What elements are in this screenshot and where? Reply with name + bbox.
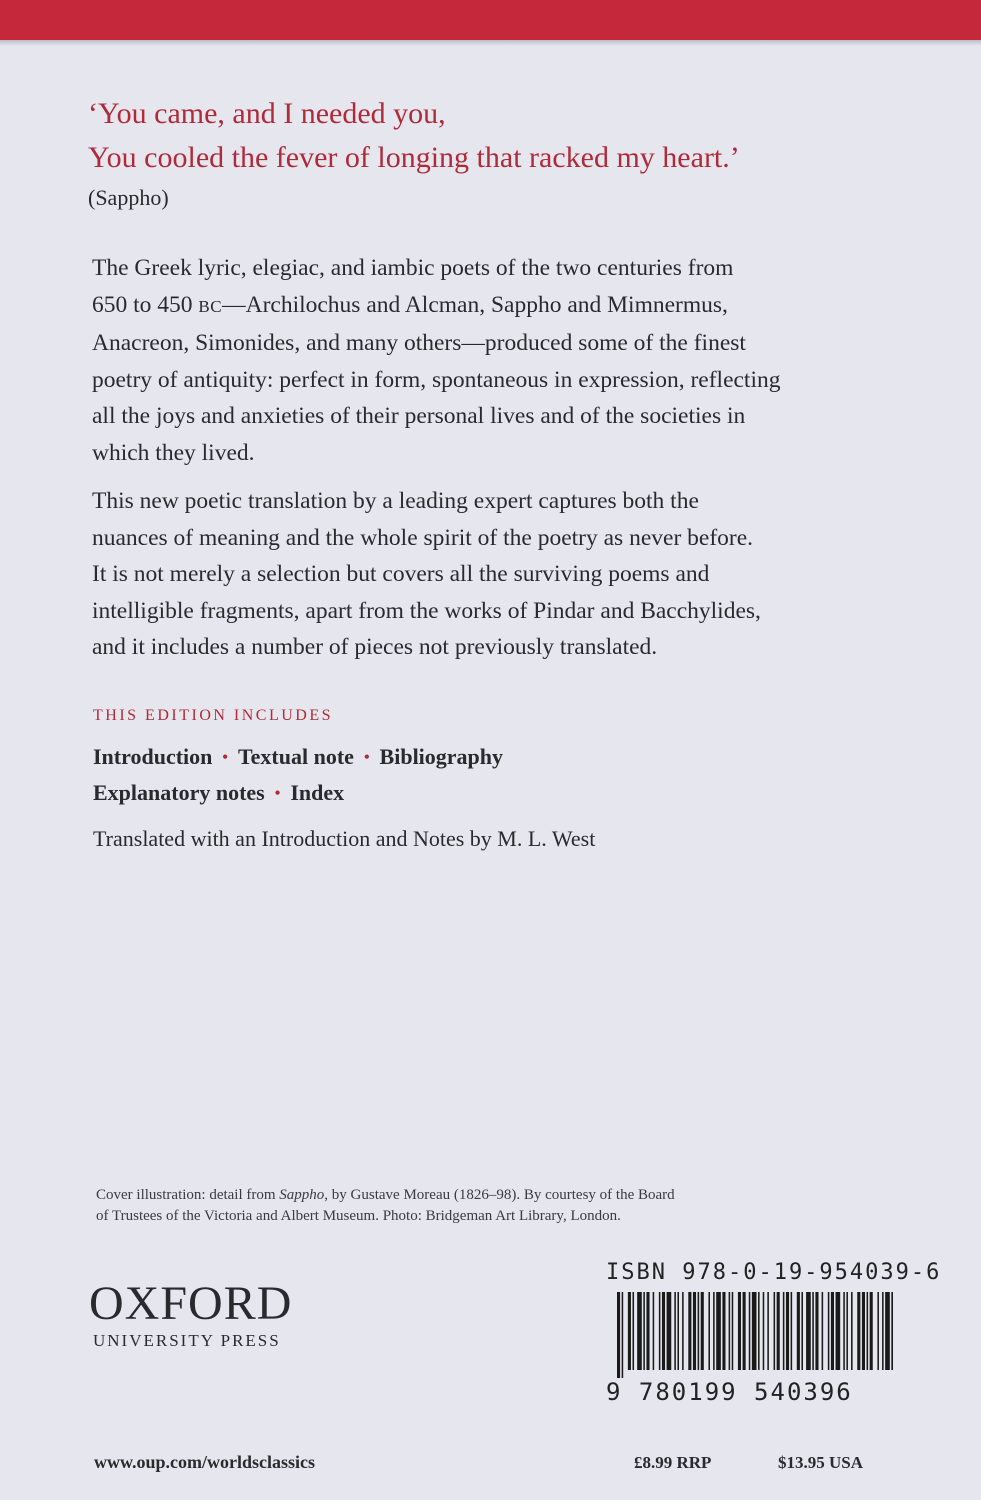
p1-line-5: all the joys and anxieties of their personal lives and of the societies in [92, 403, 746, 429]
barcode-bar [831, 1292, 834, 1370]
features-row-2 [93, 776, 503, 812]
p2-line-2: nuances of meaning and the whole spirit of the poetry as never before. [92, 524, 754, 551]
p2-line-5: and it includes a number of pieces not previously translated. [92, 634, 658, 660]
barcode-bar [846, 1292, 848, 1370]
barcode-bar [628, 1292, 631, 1370]
description-paragraph-1 [92, 250, 781, 471]
feature-bibliography: Bibliography [379, 744, 504, 769]
p2-line-3: It is not merely a selection but covers all the surviving poems and [92, 561, 710, 587]
quote-attribution: (Sappho) [88, 185, 169, 210]
p1-line-2 [92, 287, 781, 326]
credit-line-2: of Trustees of the Victoria and Albert Museum. Photo: Bridgeman Art Library, London. [96, 1208, 621, 1224]
barcode-bar [732, 1292, 734, 1370]
barcode-bar [682, 1292, 684, 1370]
barcode-bar [877, 1292, 879, 1370]
barcode-bar [812, 1292, 814, 1370]
barcode-bar [674, 1292, 676, 1370]
barcode-bar [870, 1292, 873, 1370]
p1-line-3: Anacreon, Simonides, and many others—produced some of the finest [92, 330, 746, 356]
price-uk: £8.99 RRP [634, 1453, 712, 1472]
barcode-bar [637, 1292, 642, 1370]
barcode-bar [786, 1292, 789, 1370]
barcode-bar [828, 1292, 830, 1370]
barcode-bar [891, 1292, 893, 1370]
barcode-bar [791, 1292, 793, 1370]
barcode-bar [701, 1292, 704, 1370]
price-us: $13.95 USA [778, 1453, 864, 1472]
barcode-bar [836, 1292, 841, 1370]
barcode-bar [815, 1292, 818, 1370]
barcode-bar [885, 1292, 890, 1370]
p1-line-1: The Greek lyric, elegiac, and iambic poets of the two centuries from [92, 255, 734, 281]
barcode-bar [688, 1292, 691, 1370]
bullet-dot: • [274, 785, 281, 802]
isbn-label: ISBN 978-0-19-954039-6 [606, 1260, 942, 1285]
barcode-bar [667, 1292, 672, 1370]
barcode-bar [767, 1292, 769, 1370]
barcode-bar [708, 1292, 710, 1370]
cover-illustration-credit [96, 1185, 675, 1227]
p1-line-2-end: —Archilochus and Alcman, Sappho and Mimnermus, [222, 291, 728, 318]
barcode-bar [662, 1292, 665, 1370]
feature-textual-note: Textual note [238, 744, 354, 769]
barcode-bar [617, 1292, 620, 1378]
barcode-bar [693, 1292, 696, 1370]
barcode-bar [659, 1292, 661, 1370]
barcode-bar [774, 1292, 776, 1370]
barcode-bar [843, 1292, 845, 1370]
cover-top-band [0, 0, 981, 40]
feature-index: Index [290, 780, 345, 805]
barcode-bar [716, 1292, 721, 1370]
credit-artwork-title: Sappho [279, 1187, 325, 1203]
barcode-bar [752, 1292, 757, 1370]
barcode-bar [622, 1292, 624, 1378]
p1-line-4: poetry of antiquity: perfect in form, spontaneous in expression, reflecting [92, 366, 781, 393]
epigraph-quote [88, 92, 740, 180]
barcode-bar [783, 1292, 785, 1370]
barcode-bar [729, 1292, 731, 1370]
credit-line-1 [96, 1185, 675, 1206]
barcode-bar [867, 1292, 869, 1370]
quote-line-1: ‘You came, and I needed you, [88, 97, 446, 130]
barcode-bar [653, 1292, 655, 1370]
barcode-bar [797, 1292, 800, 1370]
barcode-bar [713, 1292, 715, 1370]
barcode-bar [643, 1292, 645, 1370]
publisher-subtitle: UNIVERSITY PRESS [93, 1331, 281, 1350]
barcode-bar [633, 1292, 635, 1370]
barcode-bar [851, 1292, 853, 1370]
feature-explanatory-notes: Explanatory notes [93, 780, 265, 805]
barcode-bar [749, 1292, 751, 1370]
barcode-bar [646, 1292, 649, 1370]
barcode-bar [738, 1292, 741, 1370]
p1-era-abbrev: BC [198, 296, 223, 316]
p1-line-2-start: 650 to 450 [92, 291, 199, 318]
barcode-bar [722, 1292, 725, 1370]
p2-line-4: intelligible fragments, apart from the works of Pindar and Bacchylides, [92, 597, 761, 624]
barcode-bar [822, 1292, 824, 1370]
quote-line-2: You cooled the fever of longing that racked my heart.’ [88, 141, 740, 174]
barcode-bar [763, 1292, 765, 1370]
p1-line-6: which they lived. [92, 439, 255, 466]
features-row-1 [93, 740, 503, 776]
publisher-url[interactable]: www.oup.com/worldsclassics [94, 1452, 316, 1472]
edition-heading: THIS EDITION INCLUDES [93, 707, 334, 724]
p2-line-1: This new poetic translation by a leading expert captures both the [92, 488, 699, 514]
translator-credit: Translated with an Introduction and Notes by M. L. West [93, 826, 596, 851]
barcode-bar [857, 1292, 860, 1370]
barcode-image [617, 1292, 893, 1378]
barcode-bar [862, 1292, 865, 1370]
barcode-bar [677, 1292, 679, 1370]
description-paragraph-2 [92, 483, 761, 666]
publisher-logo: OXFORD [89, 1277, 293, 1330]
credit-suffix: , by Gustave Moreau (1826–98). By courtesy of the Board [324, 1187, 675, 1203]
barcode-bar [743, 1292, 746, 1370]
credit-prefix: Cover illustration: detail from [96, 1187, 280, 1203]
edition-features [93, 740, 503, 812]
bullet-dot: • [222, 749, 229, 766]
feature-introduction: Introduction [93, 744, 213, 769]
barcode-digits: 9 780199 540396 [606, 1378, 853, 1406]
bullet-dot: • [363, 749, 370, 766]
barcode-bar [801, 1292, 803, 1370]
barcode-bar [698, 1292, 700, 1370]
barcode-bar [777, 1292, 780, 1370]
barcode-bar [758, 1292, 760, 1370]
barcode-bar [882, 1292, 884, 1370]
barcode-bar [806, 1292, 811, 1370]
cover-top-shadow [0, 40, 981, 46]
